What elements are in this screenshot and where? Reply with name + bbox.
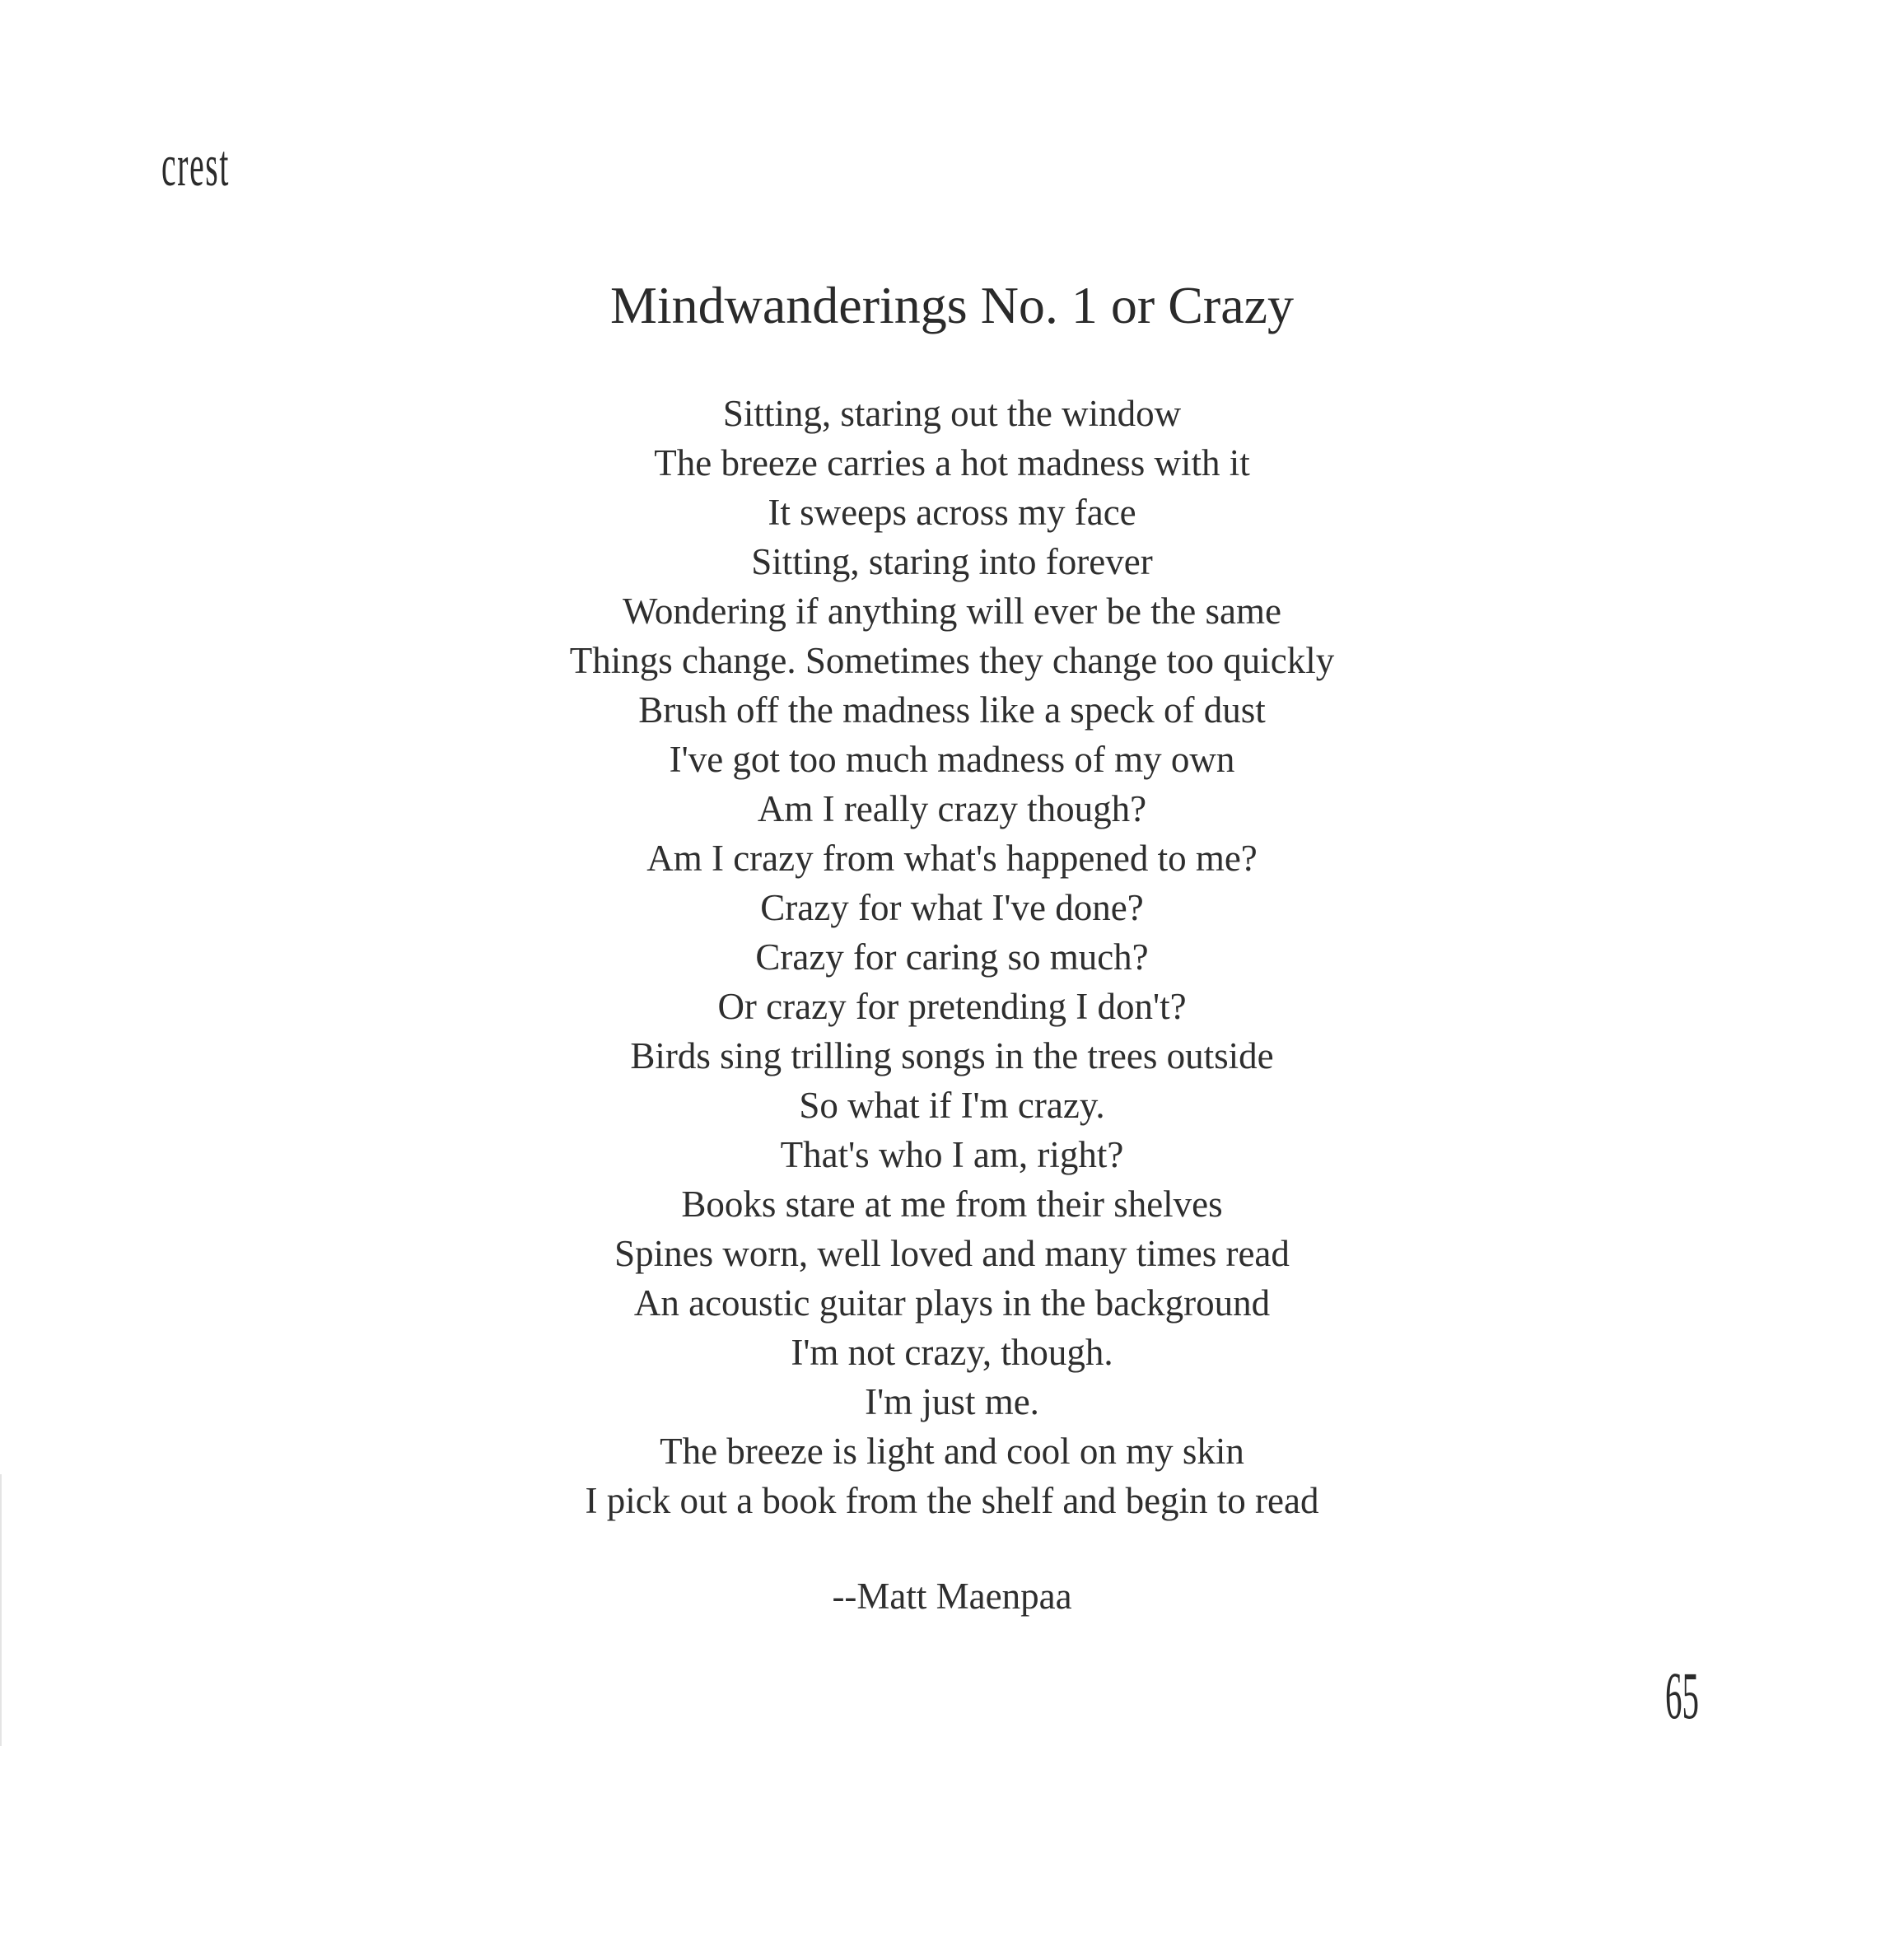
- poem-title: Mindwanderings No. 1 or Crazy: [609, 276, 1295, 334]
- running-head: crest: [161, 133, 231, 198]
- poem-line: Sitting, staring out the window: [722, 393, 1182, 434]
- poem-body: [0, 389, 1904, 1525]
- poem-line: Brush off the madness like a speck of dust: [638, 689, 1266, 731]
- poem-line: Sitting, staring into forever: [751, 541, 1153, 582]
- page-number: 65: [1665, 1658, 1699, 1733]
- poem-line: Things change. Sometimes they change too quickly: [569, 640, 1335, 681]
- poem-line: So what if I'm crazy.: [799, 1085, 1105, 1126]
- poem-line: Books stare at me from their shelves: [681, 1184, 1223, 1225]
- poem-line: The breeze is light and cool on my skin: [660, 1431, 1244, 1472]
- poem-line: It sweeps across my face: [768, 492, 1136, 533]
- poem-line: An acoustic guitar plays in the background: [633, 1282, 1271, 1324]
- poem-line: The breeze carries a hot madness with it: [654, 442, 1250, 483]
- poem-line: Am I crazy from what's happened to me?: [646, 838, 1258, 879]
- poem-line: Spines worn, well loved and many times read: [614, 1233, 1290, 1274]
- poem-line: I'm not crazy, though.: [791, 1332, 1113, 1373]
- poem-line: Crazy for what I've done?: [760, 887, 1144, 928]
- poem-line: Or crazy for pretending I don't?: [717, 986, 1187, 1027]
- poem-line: Wondering if anything will ever be the same: [623, 591, 1281, 632]
- poem-line: I'm just me.: [865, 1381, 1039, 1422]
- poem-line: I've got too much madness of my own: [669, 739, 1235, 780]
- poem-line: I pick out a book from the shelf and begin to read: [585, 1480, 1319, 1521]
- poem-attribution: --Matt Maenpaa: [832, 1576, 1072, 1617]
- poem-line: Crazy for caring so much?: [755, 936, 1149, 978]
- poem-line: Birds sing trilling songs in the trees outside: [630, 1035, 1274, 1076]
- poem-line: Am I really crazy though?: [757, 788, 1147, 829]
- poem-line: That's who I am, right?: [780, 1134, 1124, 1175]
